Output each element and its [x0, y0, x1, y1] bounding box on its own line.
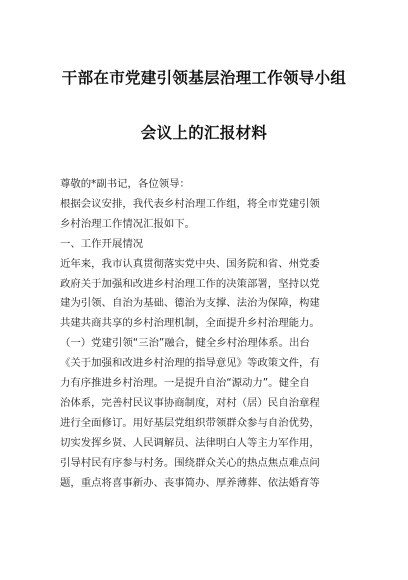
document-title-line-1: 干部在市党建引领基层治理工作领导小组	[61, 69, 347, 87]
body-line: 建为引领、自治为基础、德治为支撑、法治为保障，构建	[60, 297, 320, 310]
body-line: 近年来，我市认真贯彻落实党中央、国务院和省、州党委	[60, 257, 320, 270]
body-line: 进行全面修订。用好基层党组织带领群众参与自治优势，	[60, 416, 320, 429]
salutation: 尊敬的*副书记，各位领导：	[60, 178, 190, 190]
body-line: 力有序推进乡村治理。一是提升自治“源动力”。健全自	[60, 377, 310, 390]
body-line: （一）党建引领“三治”融合，健全乡村治理体系。出台	[60, 337, 310, 350]
body-line: 政府关于加强和改进乡村治理工作的决策部署，坚持以党	[60, 277, 320, 290]
document-body	[60, 175, 356, 494]
body-line: 题，重点将喜事新办、丧事简办、厚养薄葬、依法婚育等	[60, 476, 320, 489]
body-line: 乡村治理工作情况汇报如下。	[60, 217, 196, 230]
body-line: 共建共商共享的乡村治理机制，全面提升乡村治理能力。	[60, 317, 320, 330]
body-line: 引导村民有序参与村务。围绕群众关心的热点焦点难点问	[60, 456, 320, 469]
body-line: 《关于加强和改进乡村治理的指导意见》等政策文件，有	[60, 357, 320, 370]
document-title-line-2: 会议上的汇报材料	[140, 124, 268, 142]
body-line: 根据会议安排，我代表乡村治理工作组，将全市党建引领	[60, 197, 320, 210]
section-heading: 一、工作开展情况	[60, 237, 144, 250]
body-line: 切实发挥乡贤、人民调解员、法律明白人等主力军作用，	[60, 436, 320, 449]
body-line: 治体系，完善村民议事协商制度，对村（居）民自治章程	[60, 396, 320, 409]
